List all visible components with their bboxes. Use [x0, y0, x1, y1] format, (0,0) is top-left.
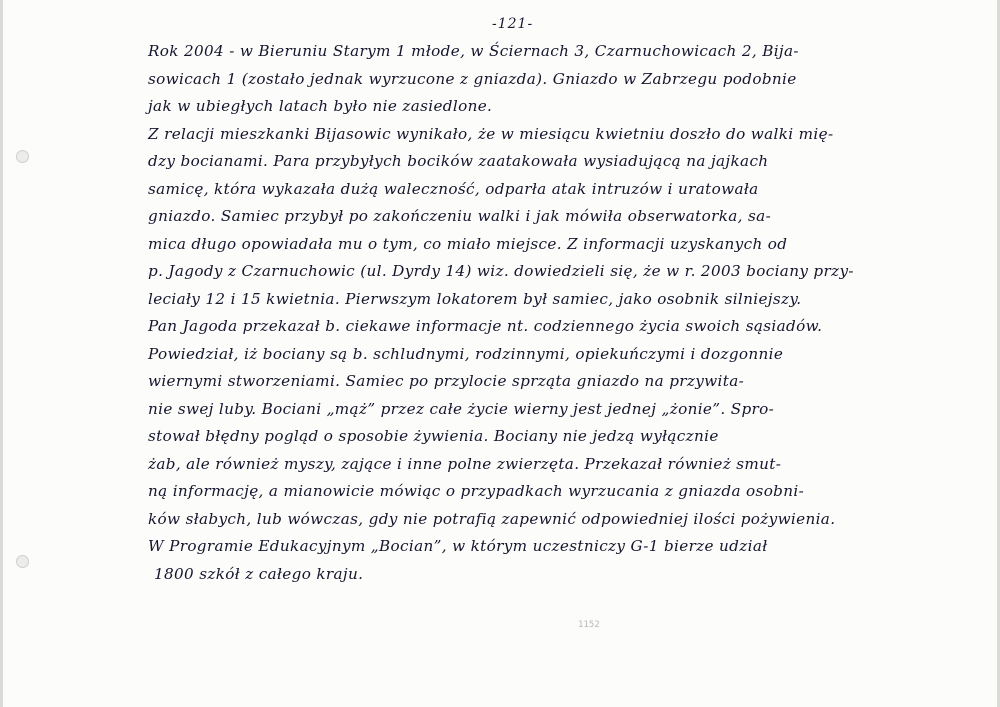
text-line: 1800 szkół z całego kraju.: [154, 564, 364, 583]
text-line: leciały 12 i 15 kwietnia. Pierwszym lokatorem był samiec, jako osobnik silniejszy.: [148, 289, 802, 308]
text-line: gniazdo. Samiec przybył po zakończeniu walki i jak mówiła obserwatorka, sa-: [148, 207, 772, 225]
left-edge-shadow: [0, 0, 3, 707]
text-line: wiernymi stworzeniami. Samiec po przylocie sprząta gniazdo na przywita-: [148, 372, 745, 390]
text-line: ną informację, a mianowicie mówiąc o przypadkach wyrzucania z gniazda osobni-: [148, 482, 805, 500]
page-number: -121-: [492, 16, 534, 32]
text-line: nie swej luby. Bociani „mąż” przez całe życie wierny jest jednej „żonie”. Spro-: [148, 399, 775, 418]
binder-hole: [16, 150, 29, 163]
text-line: żab, ale również myszy, zające i inne polne zwierzęta. Przekazał również smut-: [148, 454, 782, 473]
handwritten-text: [148, 38, 978, 588]
text-line: Z relacji mieszkanki Bijasowic wynikało, że w miesiącu kwietniu doszło do walki mię-: [148, 124, 834, 143]
text-line: sowicach 1 (zostało jednak wyrzucone z gniazda). Gniazdo w Zabrzegu podobnie: [148, 69, 797, 88]
text-line: stował błędny pogląd o sposobie żywienia. Bociany nie jedzą wyłącznie: [148, 427, 719, 445]
faint-stamp: 1152: [578, 620, 600, 630]
text-line: p. Jagody z Czarnuchowic (ul. Dyrdy 14) wiz. dowiedzieli się, że w r. 2003 bociany przy-: [148, 262, 854, 280]
text-line: Rok 2004 - w Bieruniu Starym 1 młode, w Ściernach 3, Czarnuchowicach 2, Bija-: [148, 42, 799, 60]
binder-hole: [16, 555, 29, 568]
text-line: dzy bocianami. Para przybyłych bocików zaatakowała wysiadującą na jajkach: [148, 152, 769, 170]
text-line: jak w ubiegłych latach było nie zasiedlone.: [148, 97, 493, 115]
text-line: W Programie Edukacyjnym „Bocian”, w którym uczestniczy G-1 bierze udział: [148, 537, 768, 555]
text-line: ków słabych, lub wówczas, gdy nie potrafią zapewnić odpowiedniej ilości pożywienia.: [148, 509, 836, 528]
text-line: Powiedział, iż bociany są b. schludnymi, rodzinnymi, opiekuńczymi i dozgonnie: [148, 344, 784, 363]
text-line: Pan Jagoda przekazał b. ciekawe informacje nt. codziennego życia swoich sąsiadów.: [148, 317, 823, 335]
text-line: mica długo opowiadała mu o tym, co miało miejsce. Z informacji uzyskanych od: [148, 234, 788, 253]
text-line: samicę, która wykazała dużą waleczność, odparła atak intruzów i uratowała: [148, 179, 759, 198]
